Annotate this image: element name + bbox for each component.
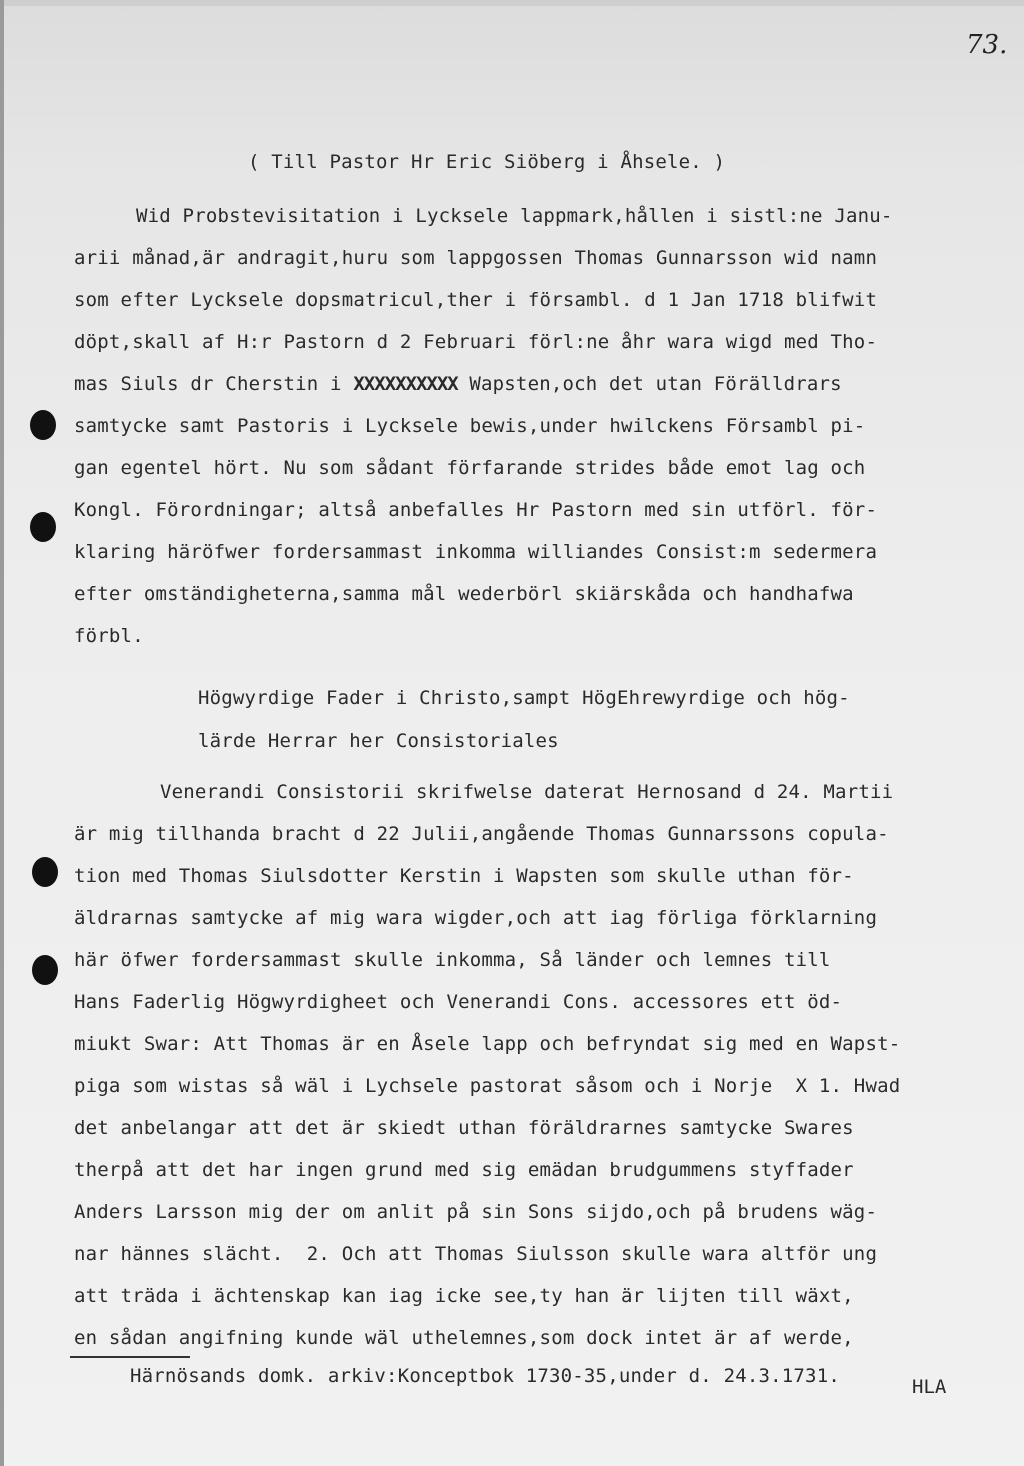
- letter1-line-5-rest: Wapsten,och det utan Förälldrars: [469, 373, 842, 395]
- reply-line-4: äldrarnas samtycke af mig wara wigder,och att iag förliga förklarning: [74, 907, 878, 929]
- salutation-line-1: Högwyrdige Fader i Christo,sampt HögEhrewyrdige och hög-: [198, 687, 850, 709]
- reply-line-10: therpå att det har ingen grund med sig emädan brudgummens styffader: [74, 1159, 854, 1181]
- punch-hole: [32, 955, 58, 985]
- reply-line-3: tion med Thomas Siulsdotter Kerstin i Wapsten som skulle uthan för-: [74, 865, 854, 887]
- punch-hole: [30, 512, 56, 542]
- page-number: 73.: [966, 30, 1008, 60]
- letter1-line-3: som efter Lycksele dopsmatricul,ther i försambl. d 1 Jan 1718 blifwit: [74, 289, 878, 311]
- letter1-line-2: arii månad,är andragit,huru som lappgossen Thomas Gunnarsson wid namn: [74, 247, 878, 269]
- reply-line-6: Hans Faderlig Högwyrdigheet och Venerandi Cons. accessores ett öd-: [74, 991, 843, 1013]
- reply-line-7: miukt Swar: Att Thomas är en Åsele lapp och befryndat sig med en Wapst-: [74, 1033, 901, 1055]
- letter1-line-8: Kongl. Förordningar; altså anbefalles Hr Pastorn med sin utförl. för-: [74, 499, 878, 521]
- reply-line-14: en sådan angifning kunde wäl uthelemnes,som dock intet är af werde,: [74, 1327, 854, 1349]
- reply-line-13: att träda i ächtenskap kan iag icke see,ty han är lijten till wäxt,: [74, 1285, 854, 1307]
- letter1-line-9: klaring häröfwer fordersammast inkomma williandes Consist:m sedermera: [74, 541, 878, 563]
- letter1-line-6: samtycke samt Pastoris i Lycksele bewis,under hwilckens Försambl pi-: [74, 415, 866, 437]
- page-top-edge: [0, 0, 1024, 6]
- reply-line-12: nar hännes slächt. 2. Och att Thomas Siulsson skulle wara altför ung: [74, 1243, 878, 1265]
- letter1-line-1: Wid Probstevisitation i Lycksele lappmark,hållen i sistl:ne Janu-: [136, 205, 893, 227]
- page-left-edge: [0, 0, 4, 1466]
- letter1-line-11: förbl.: [74, 625, 144, 647]
- letter1-line-5: [74, 372, 842, 396]
- typist-initials: HLA: [912, 1376, 947, 1398]
- underline-rule: [70, 1356, 190, 1358]
- letter1-line-10: efter omständigheterna,samma mål wederbörl skiärskåda och handhafwa: [74, 583, 854, 605]
- source-citation: Härnösands domk. arkiv:Konceptbok 1730-35,under d. 24.3.1731.: [130, 1365, 840, 1387]
- reply-line-2: är mig tillhanda bracht d 22 Julii,angående Thomas Gunnarssons copula-: [74, 823, 889, 845]
- punch-hole: [32, 857, 58, 887]
- reply-line-11: Anders Larsson mig der om anlit på sin Sons sijdo,och på brudens wäg-: [74, 1201, 878, 1223]
- struck-out-word: XXXXXXXXXX: [353, 373, 458, 395]
- letter-heading: ( Till Pastor Hr Eric Siöberg i Åhsele. ): [248, 151, 726, 173]
- salutation-line-2: lärde Herrar her Consistoriales: [198, 730, 559, 752]
- reply-line-8: piga som wistas så wäl i Lychsele pastorat såsom och i Norje X 1. Hwad: [74, 1075, 901, 1097]
- reply-line-5: här öfwer fordersammast skulle inkomma, Så länder och lemnes till: [74, 949, 831, 971]
- letter1-line-4: döpt,skall af H:r Pastorn d 2 Februari förl:ne åhr wara wigd med Tho-: [74, 331, 878, 353]
- reply-line-9: det anbelangar att det är skiedt uthan föräldrarnes samtycke Swares: [74, 1117, 854, 1139]
- punch-hole: [30, 410, 56, 440]
- reply-line-1: Venerandi Consistorii skrifwelse daterat Hernosand d 24. Martii: [160, 781, 894, 803]
- letter1-line-5-start: mas Siuls dr Cherstin i: [74, 373, 342, 395]
- letter1-line-7: gan egentel hört. Nu som sådant förfarande strides både emot lag och: [74, 457, 866, 479]
